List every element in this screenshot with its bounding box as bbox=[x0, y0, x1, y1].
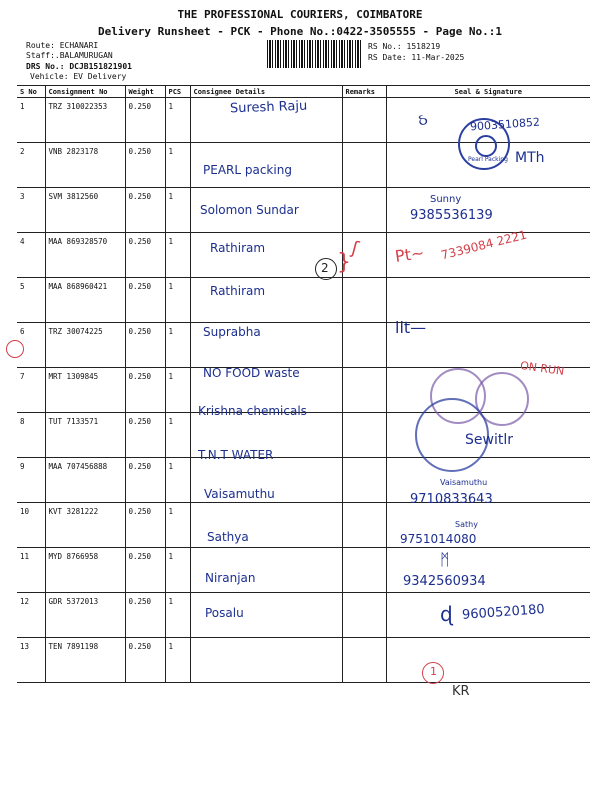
weight-cell: 0.250 bbox=[125, 368, 165, 413]
sno-cell: 9 bbox=[17, 458, 45, 503]
table-row bbox=[17, 503, 590, 548]
consignee-cell bbox=[190, 548, 342, 593]
remarks-cell bbox=[342, 188, 386, 233]
signature-scribble: Sewitlr bbox=[465, 432, 513, 448]
remarks-cell bbox=[342, 593, 386, 638]
handwritten-phone: 9342560934 bbox=[403, 574, 486, 589]
remarks-cell bbox=[342, 368, 386, 413]
weight-cell: 0.250 bbox=[125, 323, 165, 368]
remarks-cell bbox=[342, 413, 386, 458]
remarks-cell bbox=[342, 143, 386, 188]
handwritten-consignee: Suprabha bbox=[203, 325, 261, 339]
consignment-cell: MAA 707456888 bbox=[45, 458, 125, 503]
handwritten-phone: 9600520180 bbox=[461, 602, 546, 623]
sno-cell: 13 bbox=[17, 638, 45, 683]
signature-cell bbox=[386, 638, 590, 683]
handwritten-phone: 9751014080 bbox=[400, 532, 477, 546]
signature-cell bbox=[386, 278, 590, 323]
circled-1: 1 bbox=[430, 665, 437, 678]
consignment-cell: TUT 7133571 bbox=[45, 413, 125, 458]
col-header-weight: Weight bbox=[125, 86, 165, 98]
weight-cell: 0.250 bbox=[125, 503, 165, 548]
remarks-cell bbox=[342, 503, 386, 548]
red-note: ON RUN bbox=[519, 358, 566, 379]
pcs-cell: 1 bbox=[165, 143, 190, 188]
weight-cell: 0.250 bbox=[125, 188, 165, 233]
sno-cell: 8 bbox=[17, 413, 45, 458]
signature-scribble: ઠ bbox=[414, 109, 431, 131]
pcs-cell: 1 bbox=[165, 458, 190, 503]
sno-cell: 2 bbox=[17, 143, 45, 188]
table-header-row bbox=[17, 86, 590, 98]
remarks-cell bbox=[342, 458, 386, 503]
sno-cell: 4 bbox=[17, 233, 45, 278]
weight-cell: 0.250 bbox=[125, 548, 165, 593]
consignment-cell: MRT 1309845 bbox=[45, 368, 125, 413]
handwritten-consignee: Sathya bbox=[207, 530, 249, 544]
pcs-cell: 1 bbox=[165, 548, 190, 593]
drs-number: DRS No.: DCJB151821901 bbox=[26, 62, 132, 71]
red-scribble: } bbox=[337, 250, 351, 275]
sno-cell: 6 bbox=[17, 323, 45, 368]
signature-scribble: ᛗ bbox=[440, 550, 450, 569]
sno-cell: 1 bbox=[17, 98, 45, 143]
handwritten-consignee: Rathiram bbox=[210, 241, 266, 255]
col-header-sno: S No bbox=[17, 86, 45, 98]
handwritten-consignee: NO FOOD waste bbox=[203, 366, 300, 380]
signature-scribble: ɖ bbox=[440, 602, 453, 626]
handwritten-consignee: Posalu bbox=[205, 606, 244, 620]
vehicle-label: Vehicle: EV Delivery bbox=[30, 72, 127, 81]
circled-number bbox=[315, 258, 337, 280]
pcs-cell: 1 bbox=[165, 413, 190, 458]
circled-number bbox=[422, 662, 444, 684]
weight-cell: 0.250 bbox=[125, 233, 165, 278]
route-label: Route: ECHANARI bbox=[26, 41, 99, 50]
col-header-remarks: Remarks bbox=[342, 86, 386, 98]
weight-cell: 0.250 bbox=[125, 458, 165, 503]
table-row bbox=[17, 278, 590, 323]
remarks-cell bbox=[342, 98, 386, 143]
col-header-consignment: Consignment No bbox=[45, 86, 125, 98]
consignment-cell: MYD 8766958 bbox=[45, 548, 125, 593]
company-title: THE PROFESSIONAL COURIERS, COIMBATORE bbox=[177, 8, 423, 21]
handwritten-signature: Sunny bbox=[430, 194, 462, 205]
handwritten-phone: 9003510852 bbox=[469, 115, 541, 134]
runsheet-subtitle: Delivery Runsheet - PCK - Phone No.:0422-3505555 - Page No.:1 bbox=[98, 25, 502, 38]
consignment-cell: SVM 3812560 bbox=[45, 188, 125, 233]
sno-cell: 5 bbox=[17, 278, 45, 323]
weight-cell: 0.250 bbox=[125, 98, 165, 143]
remarks-cell bbox=[342, 323, 386, 368]
handwritten-consignee: T.N.T WATER bbox=[198, 448, 274, 462]
table-row bbox=[17, 323, 590, 368]
handwritten-phone: 9710833643 bbox=[410, 492, 493, 507]
signature-scribble: MTh bbox=[515, 150, 545, 166]
table-row bbox=[17, 548, 590, 593]
weight-cell: 0.250 bbox=[125, 593, 165, 638]
handwritten-consignee: Suresh Raju bbox=[229, 98, 308, 117]
handwritten-consignee: Krishna chemicals bbox=[198, 404, 307, 418]
col-header-consignee: Consignee Details bbox=[190, 86, 342, 98]
weight-cell: 0.250 bbox=[125, 278, 165, 323]
remarks-cell bbox=[342, 548, 386, 593]
consignment-cell: TRZ 30074225 bbox=[45, 323, 125, 368]
remarks-cell bbox=[342, 278, 386, 323]
circled-2: 2 bbox=[321, 261, 329, 275]
handwritten-signature: Vaisamuthu bbox=[440, 478, 488, 487]
remarks-cell bbox=[342, 638, 386, 683]
consignment-cell: VNB 2823178 bbox=[45, 143, 125, 188]
weight-cell: 0.250 bbox=[125, 638, 165, 683]
handwritten-phone: 7339084 2221 bbox=[439, 227, 529, 263]
consignment-cell: KVT 3281222 bbox=[45, 503, 125, 548]
consignment-cell: TRZ 310022353 bbox=[45, 98, 125, 143]
consignment-cell: MAA 868960421 bbox=[45, 278, 125, 323]
handwritten-consignee: Rathiram bbox=[210, 284, 266, 298]
sno-cell: 3 bbox=[17, 188, 45, 233]
sno-cell: 7 bbox=[17, 368, 45, 413]
col-header-signature: Seal & Signature bbox=[386, 86, 590, 98]
sno-cell: 12 bbox=[17, 593, 45, 638]
sno-cell: 10 bbox=[17, 503, 45, 548]
red-signature: Pt~ bbox=[393, 243, 426, 266]
pcs-cell: 1 bbox=[165, 233, 190, 278]
red-scribble: ʃ bbox=[349, 237, 361, 260]
handwritten-phone: 9385536139 bbox=[410, 208, 493, 223]
rs-number: RS No.: 1518219 bbox=[368, 42, 441, 51]
signature-scribble: llt— bbox=[395, 318, 427, 337]
consignment-cell: TEN 7891198 bbox=[45, 638, 125, 683]
col-header-pcs: PCS bbox=[165, 86, 190, 98]
stamp-text: Pearl Packing bbox=[468, 156, 508, 163]
pcs-cell: 1 bbox=[165, 503, 190, 548]
consignee-cell bbox=[190, 638, 342, 683]
consignment-cell: MAA 869328570 bbox=[45, 233, 125, 278]
rs-date: RS Date: 11-Mar-2025 bbox=[368, 53, 465, 62]
bottom-signature: KR bbox=[452, 684, 470, 699]
pcs-cell: 1 bbox=[165, 278, 190, 323]
pcs-cell: 1 bbox=[165, 98, 190, 143]
sno-cell: 11 bbox=[17, 548, 45, 593]
pcs-cell: 1 bbox=[165, 638, 190, 683]
weight-cell: 0.250 bbox=[125, 413, 165, 458]
pcs-cell: 1 bbox=[165, 323, 190, 368]
handwritten-consignee: Solomon Sundar bbox=[200, 203, 299, 217]
pcs-cell: 1 bbox=[165, 188, 190, 233]
staff-label: Staff:.BALAMURUGAN bbox=[26, 51, 113, 60]
consignment-cell: GDR 5372013 bbox=[45, 593, 125, 638]
table-row bbox=[17, 458, 590, 503]
handwritten-signature: Sathy bbox=[455, 520, 478, 529]
barcode-image bbox=[267, 40, 361, 68]
pcs-cell: 1 bbox=[165, 593, 190, 638]
table-row bbox=[17, 638, 590, 683]
row-circle-mark bbox=[6, 340, 24, 358]
pcs-cell: 1 bbox=[165, 368, 190, 413]
table-row bbox=[17, 188, 590, 233]
weight-cell: 0.250 bbox=[125, 143, 165, 188]
handwritten-consignee: Niranjan bbox=[205, 571, 256, 585]
handwritten-consignee: Vaisamuthu bbox=[204, 487, 275, 501]
handwritten-consignee: PEARL packing bbox=[203, 163, 292, 177]
